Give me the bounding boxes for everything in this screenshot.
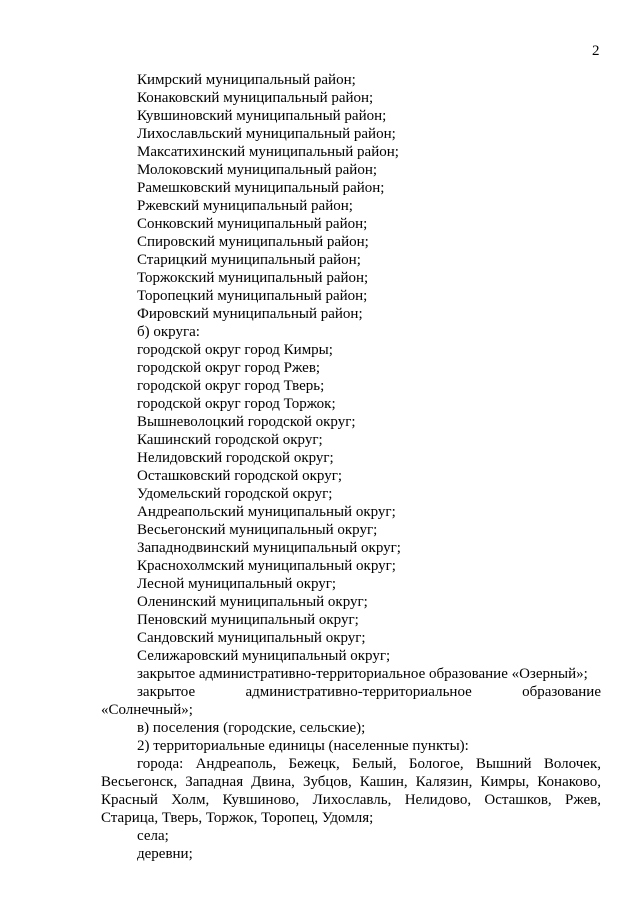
- list-item: Кашинский городской округ;: [137, 432, 323, 448]
- paragraph-goroda-line: Старица, Тверь, Торжок, Торопец, Удомля;: [101, 810, 374, 826]
- list-item: Нелидовский городской округ;: [137, 450, 334, 466]
- list-item: деревни;: [137, 846, 193, 862]
- list-item: Селижаровский муниципальный округ;: [137, 648, 391, 664]
- list-item: Сандовский муниципальный округ;: [137, 630, 366, 646]
- list-item: Ржевский муниципальный район;: [137, 198, 353, 214]
- paragraph-goroda-line: Красный Холм, Кувшиново, Лихославль, Нелидово, Осташков, Ржев,: [101, 792, 601, 808]
- list-item: городской округ город Ржев;: [137, 360, 321, 376]
- list-item: Конаковский муниципальный район;: [137, 90, 374, 106]
- list-item: городской округ город Тверь;: [137, 378, 325, 394]
- list-item: Торжокский муниципальный район;: [137, 270, 369, 286]
- list-item: Рамешковский муниципальный район;: [137, 180, 385, 196]
- list-item: Удомельский городской округ;: [137, 486, 333, 502]
- list-item: Западнодвинский муниципальный округ;: [137, 540, 401, 556]
- list-item: Весьегонский муниципальный округ;: [137, 522, 378, 538]
- list-item: городской округ город Кимры;: [137, 342, 333, 358]
- list-item: села;: [137, 828, 169, 844]
- section-heading-okruga: б) округа:: [137, 324, 200, 340]
- list-item: Старицкий муниципальный район;: [137, 252, 361, 268]
- list-item: Кимрский муниципальный район;: [137, 72, 356, 88]
- page-number: 2: [592, 43, 600, 59]
- list-item: Максатихинский муниципальный район;: [137, 144, 399, 160]
- list-item: Оленинский муниципальный округ;: [137, 594, 368, 610]
- list-item: Спировский муниципальный район;: [137, 234, 369, 250]
- list-item: Андреапольский муниципальный округ;: [137, 504, 396, 520]
- section-heading-poseleniya: в) поселения (городские, сельские);: [137, 720, 366, 736]
- paragraph-solnechny-line: закрытое административно-территориальное образование: [137, 684, 601, 700]
- list-item: Вышневолоцкий городской округ;: [137, 414, 356, 430]
- list-item: Пеновский муниципальный округ;: [137, 612, 359, 628]
- list-item: Лихославльский муниципальный район;: [137, 126, 396, 142]
- paragraph-solnechny-line: «Солнечный»;: [101, 702, 193, 718]
- paragraph-goroda-line: города: Андреаполь, Бежецк, Белый, Бологое, Вышний Волочек,: [137, 756, 601, 772]
- list-item: Лесной муниципальный округ;: [137, 576, 337, 592]
- list-item: Осташковский городской округ;: [137, 468, 343, 484]
- list-item: Сонковский муниципальный район;: [137, 216, 368, 232]
- paragraph-goroda-line: Весьегонск, Западная Двина, Зубцов, Кашин, Калязин, Кимры, Конаково,: [101, 774, 601, 790]
- list-item: городской округ город Торжок;: [137, 396, 336, 412]
- list-item: закрытое административно-территориальное образование «Озерный»;: [137, 666, 588, 682]
- list-item: Молоковский муниципальный район;: [137, 162, 378, 178]
- section-heading-territorial-units: 2) территориальные единицы (населенные пункты):: [137, 738, 469, 754]
- list-item: Торопецкий муниципальный район;: [137, 288, 368, 304]
- list-item: Фировский муниципальный район;: [137, 306, 363, 322]
- document-body: [101, 71, 601, 863]
- list-item: Кувшиновский муниципальный район;: [137, 108, 387, 124]
- list-item: Краснохолмский муниципальный округ;: [137, 558, 396, 574]
